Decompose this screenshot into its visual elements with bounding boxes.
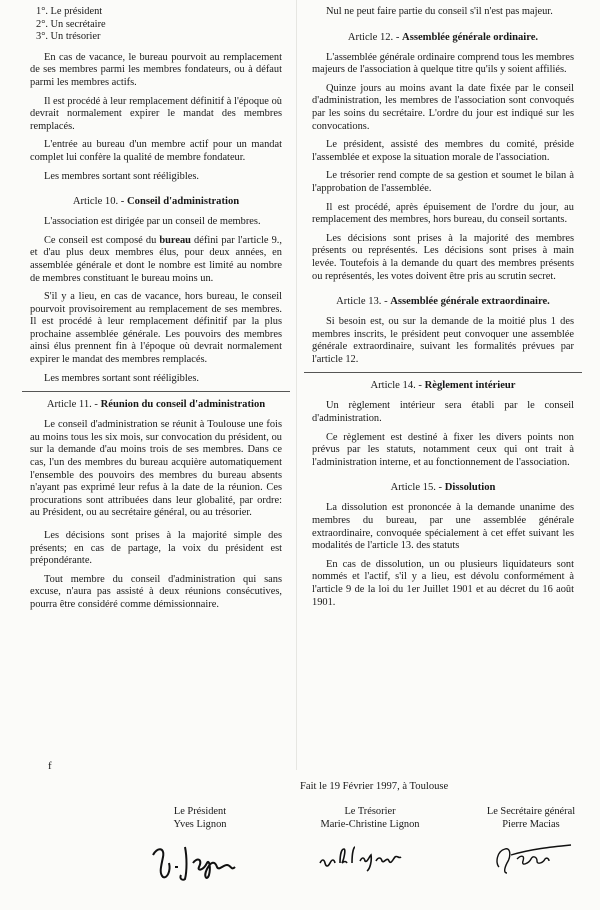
handwritten-signature-icon (481, 837, 581, 877)
handwritten-signature-icon (145, 837, 255, 883)
signatory-name: Pierre Macias (502, 818, 560, 830)
text-run: Ce conseil est composé du (44, 234, 160, 246)
section-divider (22, 391, 290, 392)
paragraph: Les décisions sont prises à la majorité des membres présents ou représentés. Les décisions sont prises à main levée. Toutefois à la demande du quart des membres présents ou représentés, les votes doivent être pris au scrutin secret. (312, 232, 574, 282)
paragraph: Tout membre du conseil d'administration qui sans excuse, n'aura pas assisté à deux réunions consécutives, pourra être considéré comme démissionnaire. (30, 573, 282, 610)
article-title: Règlement intérieur (424, 380, 516, 392)
article-number: Article 12. - (347, 31, 403, 43)
paragraph: Nul ne peut faire partie du conseil s'il n'est pas majeur. (326, 6, 553, 17)
text-run: défini par l'article 9., et d'au plus deux membres élus, pour deux années, en assemblée générale et dont le nombre est limité au nombre de membres constituant le bureau moins un. (30, 234, 282, 284)
paragraph: L'assemblée générale ordinaire comprend tous les membres majeurs de l'association à quelque titre qu'ils y soient affiliés. (312, 51, 574, 76)
paragraph: Les décisions sont prises à la majorité simple des présents; en cas de partage, la voix du président est prépondérante. (30, 530, 282, 567)
list-item: 2°. Un secrétaire (36, 18, 106, 30)
paragraph: La dissolution est prononcée à la demande unanime des membres du bureau, par une assemblée générale extraordinaire, convoquée spécialement à cet effet suivant les modalités de l'article 13. des statuts (312, 502, 574, 552)
signature-block-treasurer (300, 806, 440, 877)
section-divider (304, 372, 582, 373)
signature-block-president (140, 806, 260, 883)
article-number: Article 13. - (336, 296, 391, 308)
left-column (30, 6, 282, 618)
article-title: Assemblée générale ordinaire. (402, 31, 539, 43)
signing-date-place: Fait le 19 Février 1997, à Toulouse (300, 781, 449, 792)
paragraph: Les membres sortant sont rééligibles. (44, 170, 199, 182)
article-number: Article 15. - (390, 482, 445, 494)
bureau-composition-list (30, 6, 282, 44)
article-number: Article 14. - (370, 380, 425, 392)
paragraph: En cas de vacance, le bureau pourvoit au remplacement de ses membres parmi les membres fondateurs, ou à défaut parmi les membres actifs. (30, 51, 282, 88)
paragraph: S'il y a lieu, en cas de vacance, hors bureau, le conseil pourvoit provisoirement au remplacement de ses membres. Il est procédé à leur remplacement définitif par la plus prochaine assemblée générale. Les pouvoirs des membres ainsi élus prennent fin à l'époque où devrait normalement expirer le mandat des membres remplacés. (30, 291, 282, 366)
article-13-heading (312, 295, 574, 308)
article-11-heading (30, 398, 282, 411)
paragraph (30, 235, 282, 285)
article-number: Article 10. - (72, 196, 127, 208)
paragraph: En cas de dissolution, un ou plusieurs liquidateurs sont nommés et l'actif, s'il y a lieu, est dévolu conformément à l'article 9 de la loi du 1er Juillet 1901 et au décret du 16 août 1901. (312, 558, 574, 608)
paragraph: Les membres sortant sont rééligibles. (44, 372, 199, 384)
article-15-heading (312, 481, 574, 494)
article-title: Réunion du conseil d'administration (100, 399, 266, 411)
paragraph: Le président, assisté des membres du comité, préside l'assemblée et expose la situation morale de l'association. (312, 139, 574, 163)
list-item: 3°. Un trésorier (36, 31, 101, 43)
paragraph: Il est procédé à leur remplacement définitif à l'époque où devrait normalement expirer le mandat des membres remplacés. (30, 95, 282, 132)
signatory-role: Le Trésorier (344, 806, 396, 817)
paragraph: Le conseil d'administration se réunit à Toulouse une fois au moins tous les six mois, sur convocation du président, ou sur la demande d'au moins trois de ses membres. Dans ce cas, l'un des membres du bureau acquière automatiquement l'ensemble des pouvoirs des membres du bureau absents n'ayant pas exprimé leur refus à la date de la réunion. Ces procurations sont attribuées dans leur globalité, par ordre: au Président, ou au secrétaire général, ou au trésorier. (30, 419, 282, 519)
stray-mark: f (48, 760, 52, 772)
paragraph: Il est procédé, après épuisement de l'ordre du jour, au remplacement des membres, hors bureau, du conseil sortants. (312, 201, 574, 226)
page-fold-line (296, 0, 297, 770)
paragraph: Si besoin est, ou sur la demande de la moitié plus 1 des membres inscrits, le président peut convoquer une assemblée générale extraordinaire, suivant les formalités prévues par l'article 12. (312, 316, 574, 365)
article-title: Dissolution (444, 482, 496, 494)
paragraph: Ce règlement est destiné à fixer les divers points non prévus par les statuts, notamment ceux qui ont trait à l'administration interne, et au fonctionnement de l'association. (312, 431, 574, 468)
signatory-name: Yves Lignon (173, 818, 227, 830)
signatory-role: Le Secrétaire général (486, 806, 576, 817)
paragraph: L'entrée au bureau d'un membre actif pour un mandat complet lui confère la qualité de membre fondateur. (30, 139, 282, 163)
paragraph: Un règlement intérieur sera établi par le conseil d'administration. (312, 400, 574, 425)
signatory-name: Marie-Christine Lignon (320, 818, 420, 830)
article-title: Conseil d'administration (127, 196, 240, 208)
signatory-role: Le Président (173, 806, 227, 817)
list-item: 1°. Le président (36, 6, 103, 17)
article-12-heading (312, 31, 574, 44)
paragraph: Quinze jours au moins avant la date fixée par le conseil d'administration, les membres de l'association sont convoqués par les soins du secrétaire. L'ordre du jour est indiqué sur les convocations. (312, 82, 574, 132)
handwritten-signature-icon (310, 837, 430, 877)
article-10-heading (30, 195, 282, 208)
article-title: Assemblée générale extraordinaire. (390, 296, 550, 308)
signature-block-general-secretary (466, 806, 596, 877)
article-14-heading (312, 379, 574, 392)
right-column (312, 6, 574, 615)
article-number: Article 11. - (46, 399, 101, 411)
paragraph: Le trésorier rend compte de sa gestion et soumet le bilan à l'approbation de l'assemblée. (312, 170, 574, 194)
bold-term: bureau (159, 234, 191, 246)
paragraph: L'association est dirigée par un conseil de membres. (44, 216, 261, 228)
